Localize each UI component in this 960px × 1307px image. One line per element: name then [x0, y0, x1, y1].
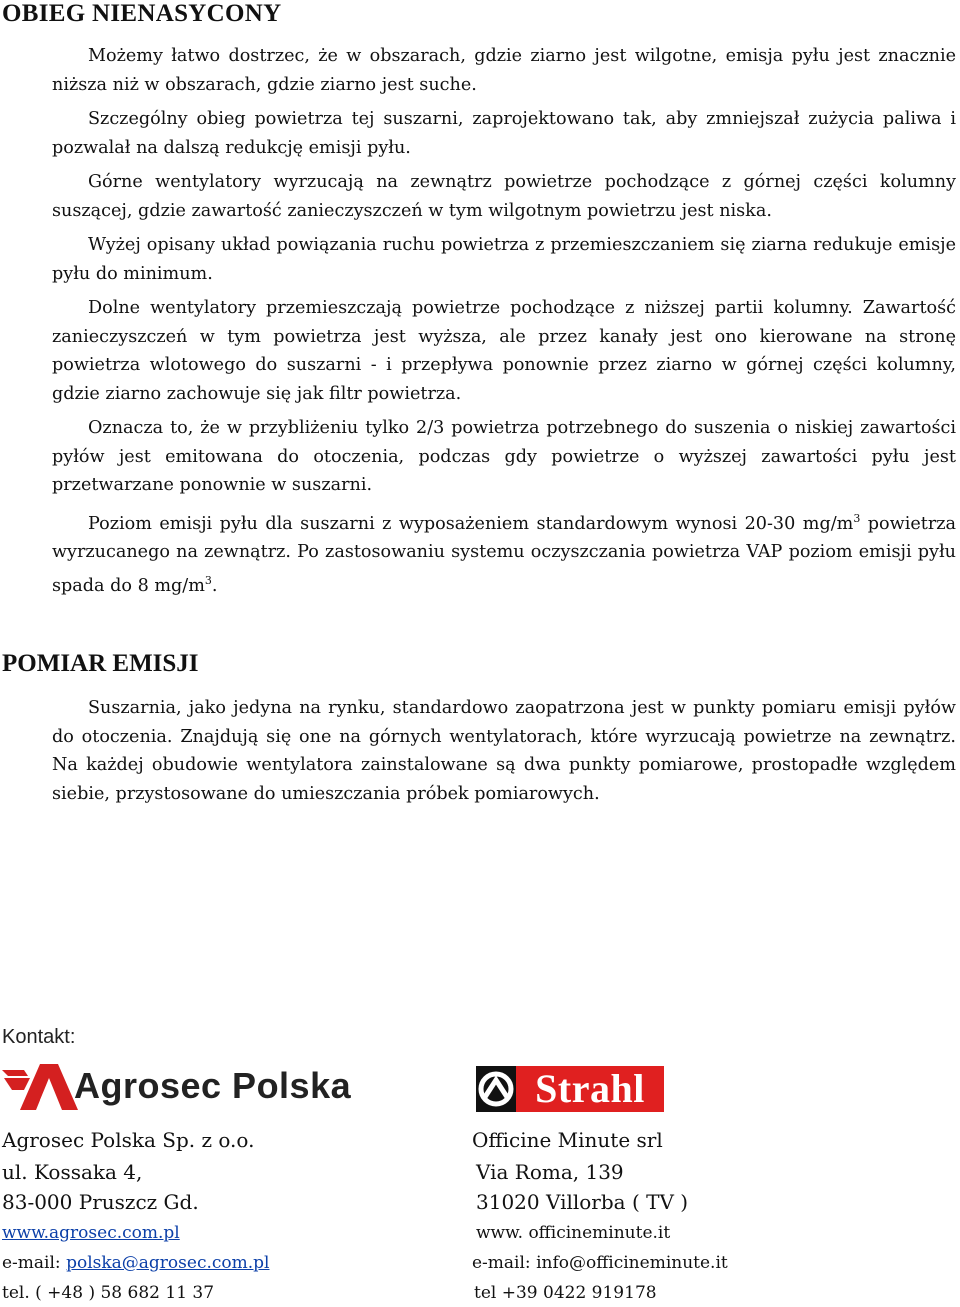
- paragraph-3: Górne wentylatory wyrzucają na zewnątrz powietrze pochodzące z górnej części kolumny suszącej, gdzie zawartość zanieczyszczeń w tym wilgotnym powietrzu jest niska.: [52, 172, 956, 221]
- paragraph-6: Oznacza to, że w przybliżeniu tylko 2/3 powietrza potrzebnego do suszenia o niskiej zawartości pyłów jest emitowana do otoczenia, podczas gdy powietrze o wyższej zawartości pyłu jest przetwarzane ponownie w suszarni.: [52, 418, 956, 495]
- strahl-logo: [476, 1066, 666, 1112]
- strahl-email: e-mail: info@officineminute.it: [472, 1253, 728, 1273]
- agrosec-phone: tel. ( +48 ) 58 682 11 37: [2, 1283, 215, 1303]
- strahl-website: www. officineminute.it: [476, 1223, 671, 1243]
- paragraph-2: Szczególny obieg powietrza tej suszarni, zaprojektowano tak, aby zmniejszał zużycia paliwa i pozwalał na dalszą redukcję emisji pyłu.: [52, 109, 956, 158]
- agrosec-city: 83-000 Pruszcz Gd.: [2, 1190, 199, 1214]
- section-title-obieg: OBIEG NIENASYCONY: [2, 0, 282, 27]
- strahl-city: 31020 Villorba ( TV ): [476, 1190, 689, 1214]
- agrosec-email: e-mail: polska@agrosec.com.pl: [2, 1253, 270, 1273]
- section-title-pomiar: POMIAR EMISJI: [2, 650, 199, 677]
- agrosec-street: ul. Kossaka 4,: [2, 1160, 143, 1184]
- paragraph-pomiar: Suszarnia, jako jedyna na rynku, standardowo zaopatrzona jest w punkty pomiaru emisji pyłów do otoczenia. Znajdują się one na górnych wentylatorach, które wyrzucają powietrze na zewnątrz. Na każdej obudowie wentylatora zainstalowane są dwa punkty pomiarowe, prostopadłe względem siebie, przystosowane do umieszczania próbek pomiarowych.: [52, 698, 956, 804]
- paragraph-4: Wyżej opisany układ powiązania ruchu powietrza z przemieszczaniem się ziarna redukuje emisje pyłu do minimum.: [52, 235, 956, 284]
- paragraph-5: Dolne wentylatory przemieszczają powietrze pochodzące z niższej partii kolumny. Zawartość zanieczyszczeń w tym powietrza jest wyższa, ale przez kanały jest ono kierowane na stronę powietrza wlotowego do suszarni - i przepływa ponownie przez ziarno w górnej części kolumny, gdzie ziarno zachowuje się jak filtr powietrza.: [52, 298, 956, 404]
- agrosec-email-link[interactable]: polska@agrosec.com.pl: [66, 1253, 270, 1273]
- strahl-logo-text: Strahl: [516, 1066, 664, 1112]
- agrosec-company: Agrosec Polska Sp. z o.o.: [2, 1128, 255, 1152]
- contact-label: Kontakt:: [2, 1026, 76, 1048]
- agrosec-logo: [2, 1064, 362, 1110]
- strahl-phone: tel +39 0422 919178: [474, 1283, 657, 1303]
- agrosec-a-icon: [2, 1064, 78, 1110]
- strahl-street: Via Roma, 139: [476, 1160, 624, 1184]
- strahl-company: Officine Minute srl: [472, 1128, 663, 1152]
- paragraph-7-emission-levels: Poziom emisji pyłu dla suszarni z wyposażeniem standardowym wynosi 20-30 $mg/m^3$ powietrza wyrzucanego na zewnątrz. Po zastosowaniu systemu oczyszczania powietrza VAP poziom emisji pyłu spada do 8 $mg/m^3$.: [52, 512, 956, 596]
- paragraph-1: Możemy łatwo dostrzec, że w obszarach, gdzie ziarno jest wilgotne, emisja pyłu jest znacznie niższa niż w obszarach, gdzie ziarno jest suche.: [52, 46, 956, 95]
- strahl-emblem-icon: [476, 1066, 516, 1112]
- agrosec-website-link[interactable]: www.agrosec.com.pl: [2, 1223, 180, 1243]
- agrosec-logo-text: Agrosec Polska: [74, 1065, 352, 1106]
